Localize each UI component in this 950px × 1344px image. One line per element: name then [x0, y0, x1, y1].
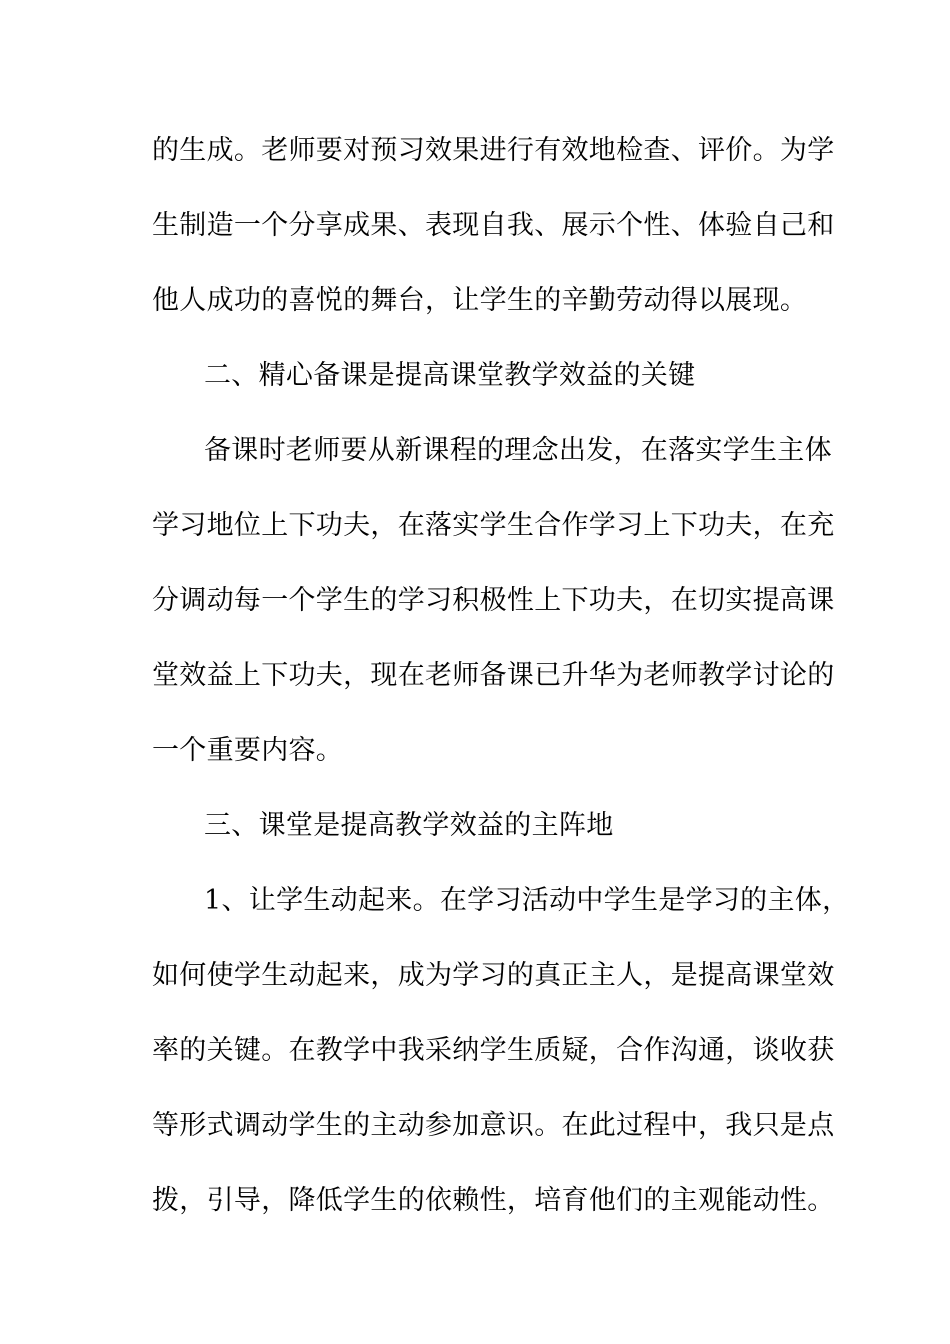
section-heading: 三、课堂是提高教学效益的主阵地	[204, 810, 614, 841]
text-line: 学习地位上下功夫，在落实学生合作学习上下功夫，在充	[152, 510, 835, 541]
text-line: 率的关键。在教学中我采纳学生质疑，合作沟通，谈收获	[152, 1035, 835, 1066]
text-line: 1、让学生动起来。在学习活动中学生是学习的主体，	[204, 885, 850, 916]
text-line: 的生成。老师要对预习效果进行有效地检查、评价。为学	[152, 135, 835, 166]
text-line: 他人成功的喜悦的舞台，让学生的辛勤劳动得以展现。	[152, 285, 808, 316]
text-line: 堂效益上下功夫，现在老师备课已升华为老师教学讨论的	[152, 660, 835, 691]
section-heading: 二、精心备课是提高课堂教学效益的关键	[204, 360, 696, 391]
text-line: 生制造一个分享成果、表现自我、展示个性、体验自己和	[152, 210, 835, 241]
text-line: 等形式调动学生的主动参加意识。在此过程中，我只是点	[152, 1110, 835, 1141]
text-line: 分调动每一个学生的学习积极性上下功夫，在切实提高课	[152, 585, 835, 616]
text-line: 一个重要内容。	[152, 735, 344, 766]
text-line: 拨，引导，降低学生的依赖性，培育他们的主观能动性。	[152, 1185, 835, 1216]
text-line: 如何使学生动起来，成为学习的真正主人，是提高课堂效	[152, 960, 835, 991]
text-line: 备课时老师要从新课程的理念出发，在落实学生主体	[204, 435, 832, 466]
